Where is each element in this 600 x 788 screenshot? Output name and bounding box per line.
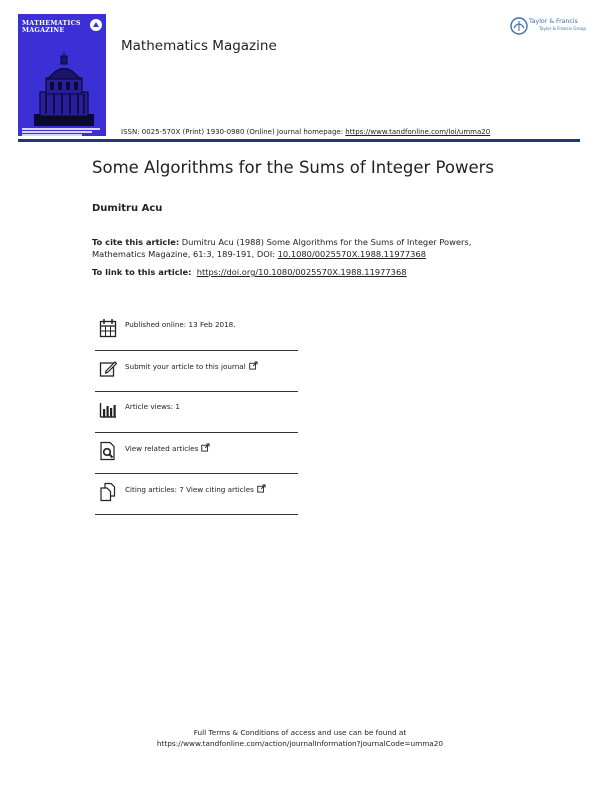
publisher-group: Taylor & Francis Group — [539, 26, 587, 31]
cover-building-image — [34, 52, 94, 126]
doi-link[interactable]: 10.1080/0025570X.1988.11977368 — [277, 248, 427, 259]
external-link-icon — [201, 443, 210, 452]
cite-label: To cite this article: — [92, 237, 180, 247]
terms-url-link[interactable]: https://www.tandfonline.com/action/journalInformation?journalCode=umma20 — [156, 739, 444, 748]
header-divider — [18, 139, 580, 142]
list-item-views — [95, 392, 298, 433]
article-url-link[interactable]: https://doi.org/10.1080/0025570X.1988.11977368 — [196, 267, 407, 277]
article-info-list — [95, 310, 298, 515]
article-link-block — [92, 267, 407, 277]
link-label: To link to this article: — [92, 267, 192, 277]
journal-title: Mathematics Magazine — [121, 38, 277, 54]
view-related-text: View related articles — [125, 444, 199, 453]
publisher-name: Taylor & Francis — [529, 18, 578, 25]
terms-footer — [0, 727, 600, 749]
citation-block — [92, 237, 512, 260]
citing-articles-link[interactable] — [125, 484, 266, 494]
external-link-icon — [249, 361, 258, 370]
list-item-citing[interactable] — [95, 474, 298, 515]
article-views-text: Article views: 1 — [125, 402, 180, 411]
submit-article-link[interactable] — [125, 361, 258, 371]
article-title: Some Algorithms for the Sums of Integer Powers — [92, 158, 495, 177]
view-related-link[interactable] — [125, 443, 210, 453]
terms-text: Full Terms & Conditions of access and use can be found at — [193, 728, 407, 737]
citing-documents-icon — [99, 482, 117, 502]
list-item-submit[interactable] — [95, 351, 298, 392]
journal-homepage-link[interactable]: https://www.tandfonline.com/loi/umma20 — [345, 128, 491, 136]
issn-text: ISSN: 0025-570X (Print) 1930-0980 (Online) Journal homepage: — [121, 128, 346, 136]
list-item-published — [95, 310, 298, 351]
edit-icon — [99, 359, 117, 379]
cover-caption-lines — [22, 128, 102, 136]
published-online-text: Published online: 13 Feb 2018. — [125, 320, 236, 329]
list-item-related[interactable] — [95, 433, 298, 474]
external-link-icon — [257, 484, 266, 493]
article-author: Dumitru Acu — [92, 203, 163, 214]
journal-cover — [18, 14, 106, 136]
related-search-icon — [99, 441, 117, 461]
cover-emblem-icon — [89, 18, 103, 32]
calendar-icon — [99, 318, 117, 338]
bar-chart-icon — [99, 400, 117, 420]
cover-title: MATHEMATICS MAGAZINE — [22, 19, 81, 34]
submit-article-text: Submit your article to this journal — [125, 362, 246, 371]
issn-line — [121, 128, 490, 136]
citing-articles-text: Citing articles: 7 View citing articles — [125, 485, 254, 494]
publisher-logo-text — [529, 18, 586, 32]
cite-text: Dumitru Acu (1988) Some Algorithms for the Sums of Integer Powers, Mathematics Magazine, 61:3, 189-191, DOI: — [92, 237, 472, 259]
